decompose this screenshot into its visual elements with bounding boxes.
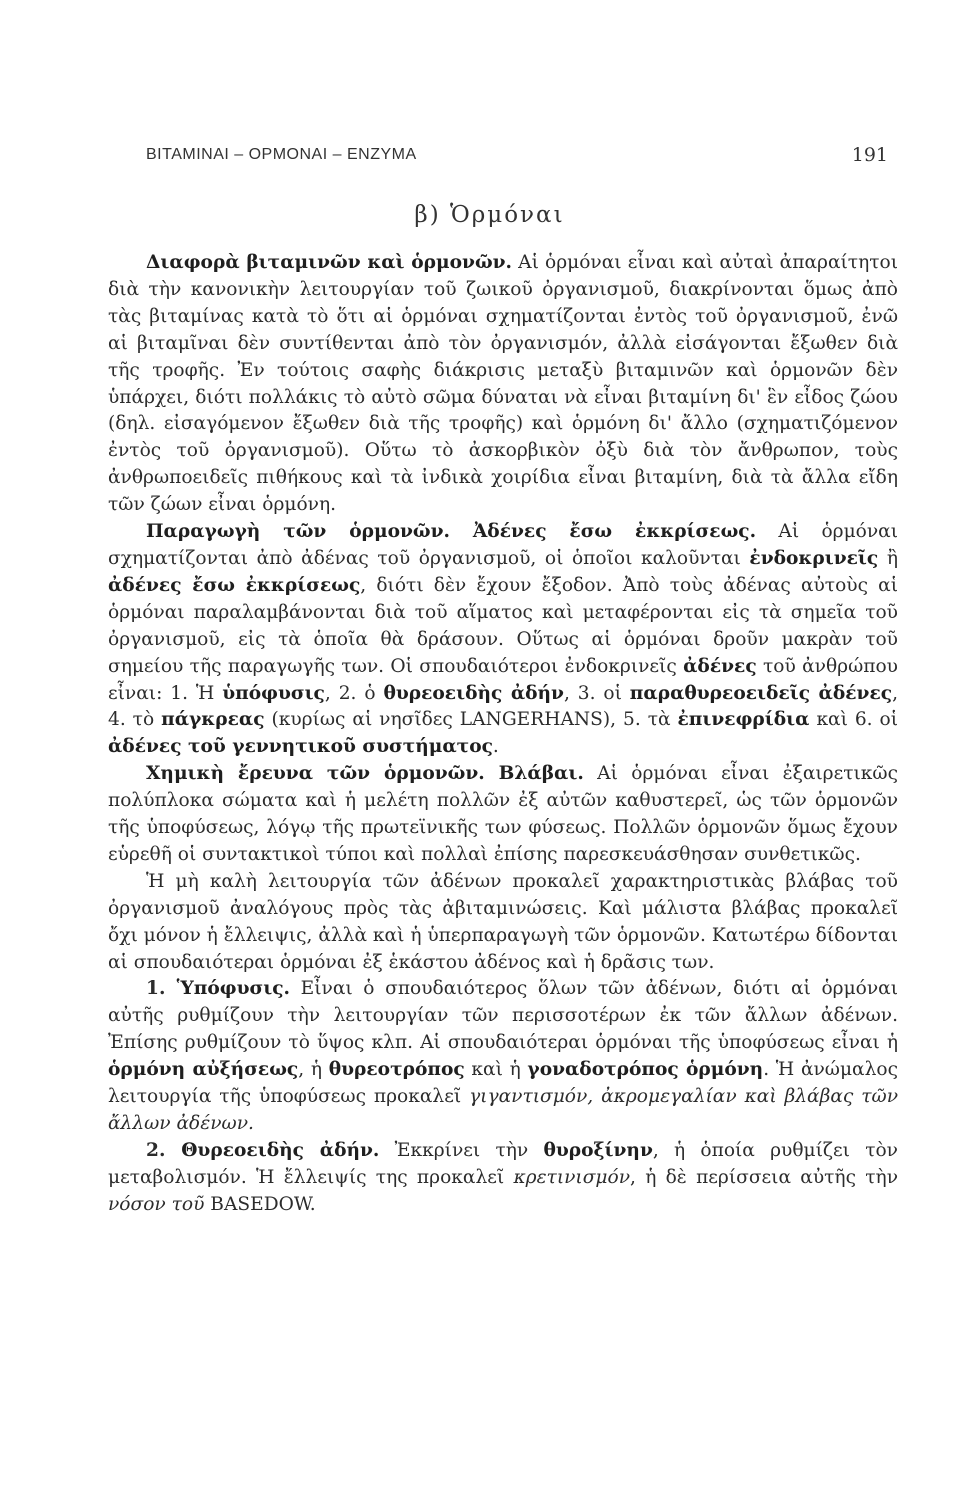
italic-text: γιγαντισμόν, ἀκρομεγαλίαν καὶ βλάβας τῶν ἄλλων ἀδένων. bbox=[108, 1086, 898, 1134]
term: πάγκρεας bbox=[161, 709, 265, 731]
paragraph-text: , ἡ ὁποία ρυθμίζει τὸν μεταβολισμόν. Ἡ ἔλλειψίς της προκαλεῖ bbox=[108, 1139, 898, 1188]
paragraph-text: , διότι δὲν ἔχουν ἔξοδον. Ἀπὸ τοὺς ἀδένας αὐτοὺς αἱ ὁρμόναι παραλαμβάνονται διὰ τοῦ αἵματος καὶ μεταφέρονται εἰς τὰ σημεῖα τοῦ ὀργανισμοῦ, εἰς τὰ ὁποῖα θὰ δράσουν. Οὕτως αἱ ὁρμόναι δροῦν μακρὰν τοῦ σημείου τῆς παραγωγῆς των. Οἱ σπουδαιότεροι ἐνδοκρινεῖς bbox=[108, 574, 899, 677]
body-text bbox=[108, 250, 898, 1219]
paragraph-hormone-production bbox=[108, 519, 898, 761]
paragraph-pituitary bbox=[108, 976, 898, 1137]
paragraph-text: (κυρίως αἱ νησῖδες LANGERHANS), 5. τὰ bbox=[264, 709, 678, 731]
paragraph-text: . Ἡ ἀνώμαλος λειτουργία τῆς ὑποφύσεως προκαλεῖ bbox=[108, 1059, 899, 1108]
term: θυροξίνην bbox=[543, 1139, 653, 1161]
section-heading: β) Ὁρμόναι bbox=[414, 202, 565, 228]
run-in-heading: Θυρεοειδὴς ἀδήν. bbox=[181, 1139, 380, 1161]
paragraph-text: BASEDOW. bbox=[204, 1193, 316, 1215]
item-number: 2. bbox=[146, 1139, 182, 1161]
paragraph-text: Αἱ ὁρμόναι εἶναι ἐξαιρετικῶς πολύπλοκα σώματα καὶ ἡ μελέτη πολλῶν ἐξ αὐτῶν καθυστερεῖ, ὡς τῶν ὁρμονῶν τῆς ὑποφύσεως, λόγῳ τῆς πρωτεϊνικῆς των φύσεως. Πολλῶν ὁρμονῶν ὅμως ἔχουν εὑρεθῆ οἱ συντακτικοὶ τύποι καὶ πολλαὶ ἐπίσης παρεσκευάσθησαν συνθετικῶς. bbox=[108, 763, 898, 865]
item-number: 1. bbox=[146, 978, 177, 1000]
run-in-heading: Χημικὴ ἔρευνα τῶν ὁρμονῶν. Βλάβαι. bbox=[146, 763, 584, 785]
paragraph-text: , ἡ δὲ περίσσεια αὐτῆς τὴν bbox=[630, 1166, 898, 1188]
page-number: 191 bbox=[851, 144, 888, 166]
running-header bbox=[108, 146, 888, 170]
italic-text: νόσον τοῦ bbox=[108, 1193, 205, 1215]
run-in-heading: Παραγωγὴ τῶν ὁρμονῶν. Ἀδένες ἔσω ἐκκρίσεως. bbox=[146, 521, 757, 543]
paragraph-text: , 3. οἱ bbox=[563, 682, 630, 704]
term: ἀδένες τοῦ γεννητικοῦ συστήματος bbox=[108, 736, 493, 758]
paragraph-chemical-research bbox=[108, 761, 898, 869]
term: ὑπόφυσις bbox=[222, 682, 325, 704]
running-title: ΒΙΤΑΜΙΝΑΙ – ΟΡΜΟΝΑΙ – ΕΝΖΥΜΑ bbox=[146, 146, 417, 163]
paragraph-text: Αἱ ὁρμόναι σχηματίζονται ἀπὸ ἀδένας τοῦ ὀργανισμοῦ, οἱ ὁποῖοι καλοῦνται bbox=[108, 521, 899, 569]
paragraph-text: τοῦ ἀνθρώπου εἶναι: 1. Ἡ bbox=[108, 655, 898, 704]
term: ἐνδοκρινεῖς bbox=[749, 547, 879, 569]
paragraph-text: Εἶναι ὁ σπουδαιότερος ὅλων τῶν ἀδένων, διότι αἱ ὁρμόναι αὐτῆς ρυθμίζουν τὴν λειτουργίαν τῶν περισσοτέρων ἐκ τῶν ἄλλων ἀδένων. Ἐπίσης ρυθμίζουν τὸ ὕψος κλπ. Αἱ σπουδαιότεραι ὁρμόναι τῆς ὑποφύσεως εἶναι ἡ bbox=[108, 978, 899, 1054]
term: ἐπινεφρίδια bbox=[677, 709, 810, 731]
paragraph-text: Ἐκκρίνει τὴν bbox=[379, 1139, 544, 1161]
term: παραθυρεοειδεῖς ἀδένες bbox=[629, 682, 893, 704]
paragraph-text: Αἱ ὁρμόναι εἶναι καὶ αὐταὶ ἀπαραίτητοι διὰ τὴν κανονικὴν λειτουργίαν τοῦ ζωικοῦ ὀργανισμοῦ, διακρίνονται ὅμως ἀπὸ τὰς βιταμίνας κατὰ τὸ ὅτι αἱ ὁρμόναι σχηματίζονται ἐντὸς τοῦ ὀργανισμοῦ, ἐνῶ αἱ βιταμῖναι δὲν συντίθενται ἀπὸ τὸν ὀργανισμόν, ἀλλὰ εἰσάγονται ἔξωθεν διὰ τῆς τροφῆς. Ἐν τούτοις σαφὴς διάκρισις μεταξὺ βιταμινῶν καὶ ὁρμονῶν δὲν ὑπάρχει, διότι πολλάκις τὸ αὐτὸ σῶμα δύναται νὰ εἶναι βιταμίνη δι' ἓν εἶδος ζώου (δηλ. εἰσαγόμενον ἔξωθεν διὰ τῆς τροφῆς) καὶ ὁρμόνη δι' ἄλλο (σχηματιζόμενον ἐντὸς τοῦ ὀργανισμοῦ). Οὕτω τὸ ἀσκορβικὸν ὀξὺ διὰ τὸν ἄνθρωπον, τοὺς ἀνθρωποειδεῖς πιθήκους καὶ τὰ ἰνδικὰ χοιρίδια εἶναι βιταμίνη, διὰ τὰ ἄλλα εἴδη τῶν ζώων εἶναι ὁρμόνη. bbox=[108, 252, 898, 516]
term: ἀδένες ἔσω ἐκκρίσεως bbox=[108, 574, 361, 596]
term: θυρεοειδὴς ἀδήν bbox=[383, 682, 564, 704]
term: θυρεοτρόπος bbox=[328, 1059, 465, 1081]
paragraph-text: , 4. τὸ bbox=[108, 682, 898, 731]
paragraph-gland-malfunction bbox=[108, 869, 898, 977]
paragraph-text: Ἡ μὴ καλὴ λειτουργία τῶν ἀδένων προκαλεῖ χαρακτηριστικὰς βλάβας τοῦ ὀργανισμοῦ ἀναλόγους πρὸς τὰς ἀβιταμινώσεις. Καὶ μάλιστα βλάβας προκαλεῖ ὄχι μόνον ἡ ἔλλειψις, ἀλλὰ καὶ ἡ ὑπερπαραγωγὴ τῶν ὁρμονῶν. Κατωτέρω δίδονται αἱ σπουδαιότεραι ὁρμόναι ἐξ ἑκάστου ἀδένος καὶ ἡ δρᾶσις των. bbox=[108, 870, 898, 973]
paragraph-text: καὶ ἡ bbox=[464, 1059, 528, 1081]
paragraph-thyroid bbox=[108, 1138, 898, 1219]
term: ὁρμόνη αὐξήσεως bbox=[108, 1059, 299, 1081]
paragraph-text: καὶ 6. οἱ bbox=[809, 709, 899, 731]
paragraph-text: . bbox=[492, 736, 499, 758]
paragraph-text: , ἡ bbox=[298, 1059, 329, 1081]
run-in-heading: Ὑπόφυσις. bbox=[176, 978, 291, 1000]
paragraph-vitamins-vs-hormones bbox=[108, 250, 898, 519]
italic-text: κρετινισμόν bbox=[513, 1166, 630, 1188]
run-in-heading: Διαφορὰ βιταμινῶν καὶ ὁρμονῶν. bbox=[146, 252, 513, 273]
term: γοναδοτρόπος ὁρμόνη bbox=[527, 1059, 764, 1081]
term: ἀδένες bbox=[683, 655, 757, 677]
paragraph-text: ἢ bbox=[878, 547, 898, 569]
paragraph-text: , 2. ὁ bbox=[324, 682, 384, 704]
